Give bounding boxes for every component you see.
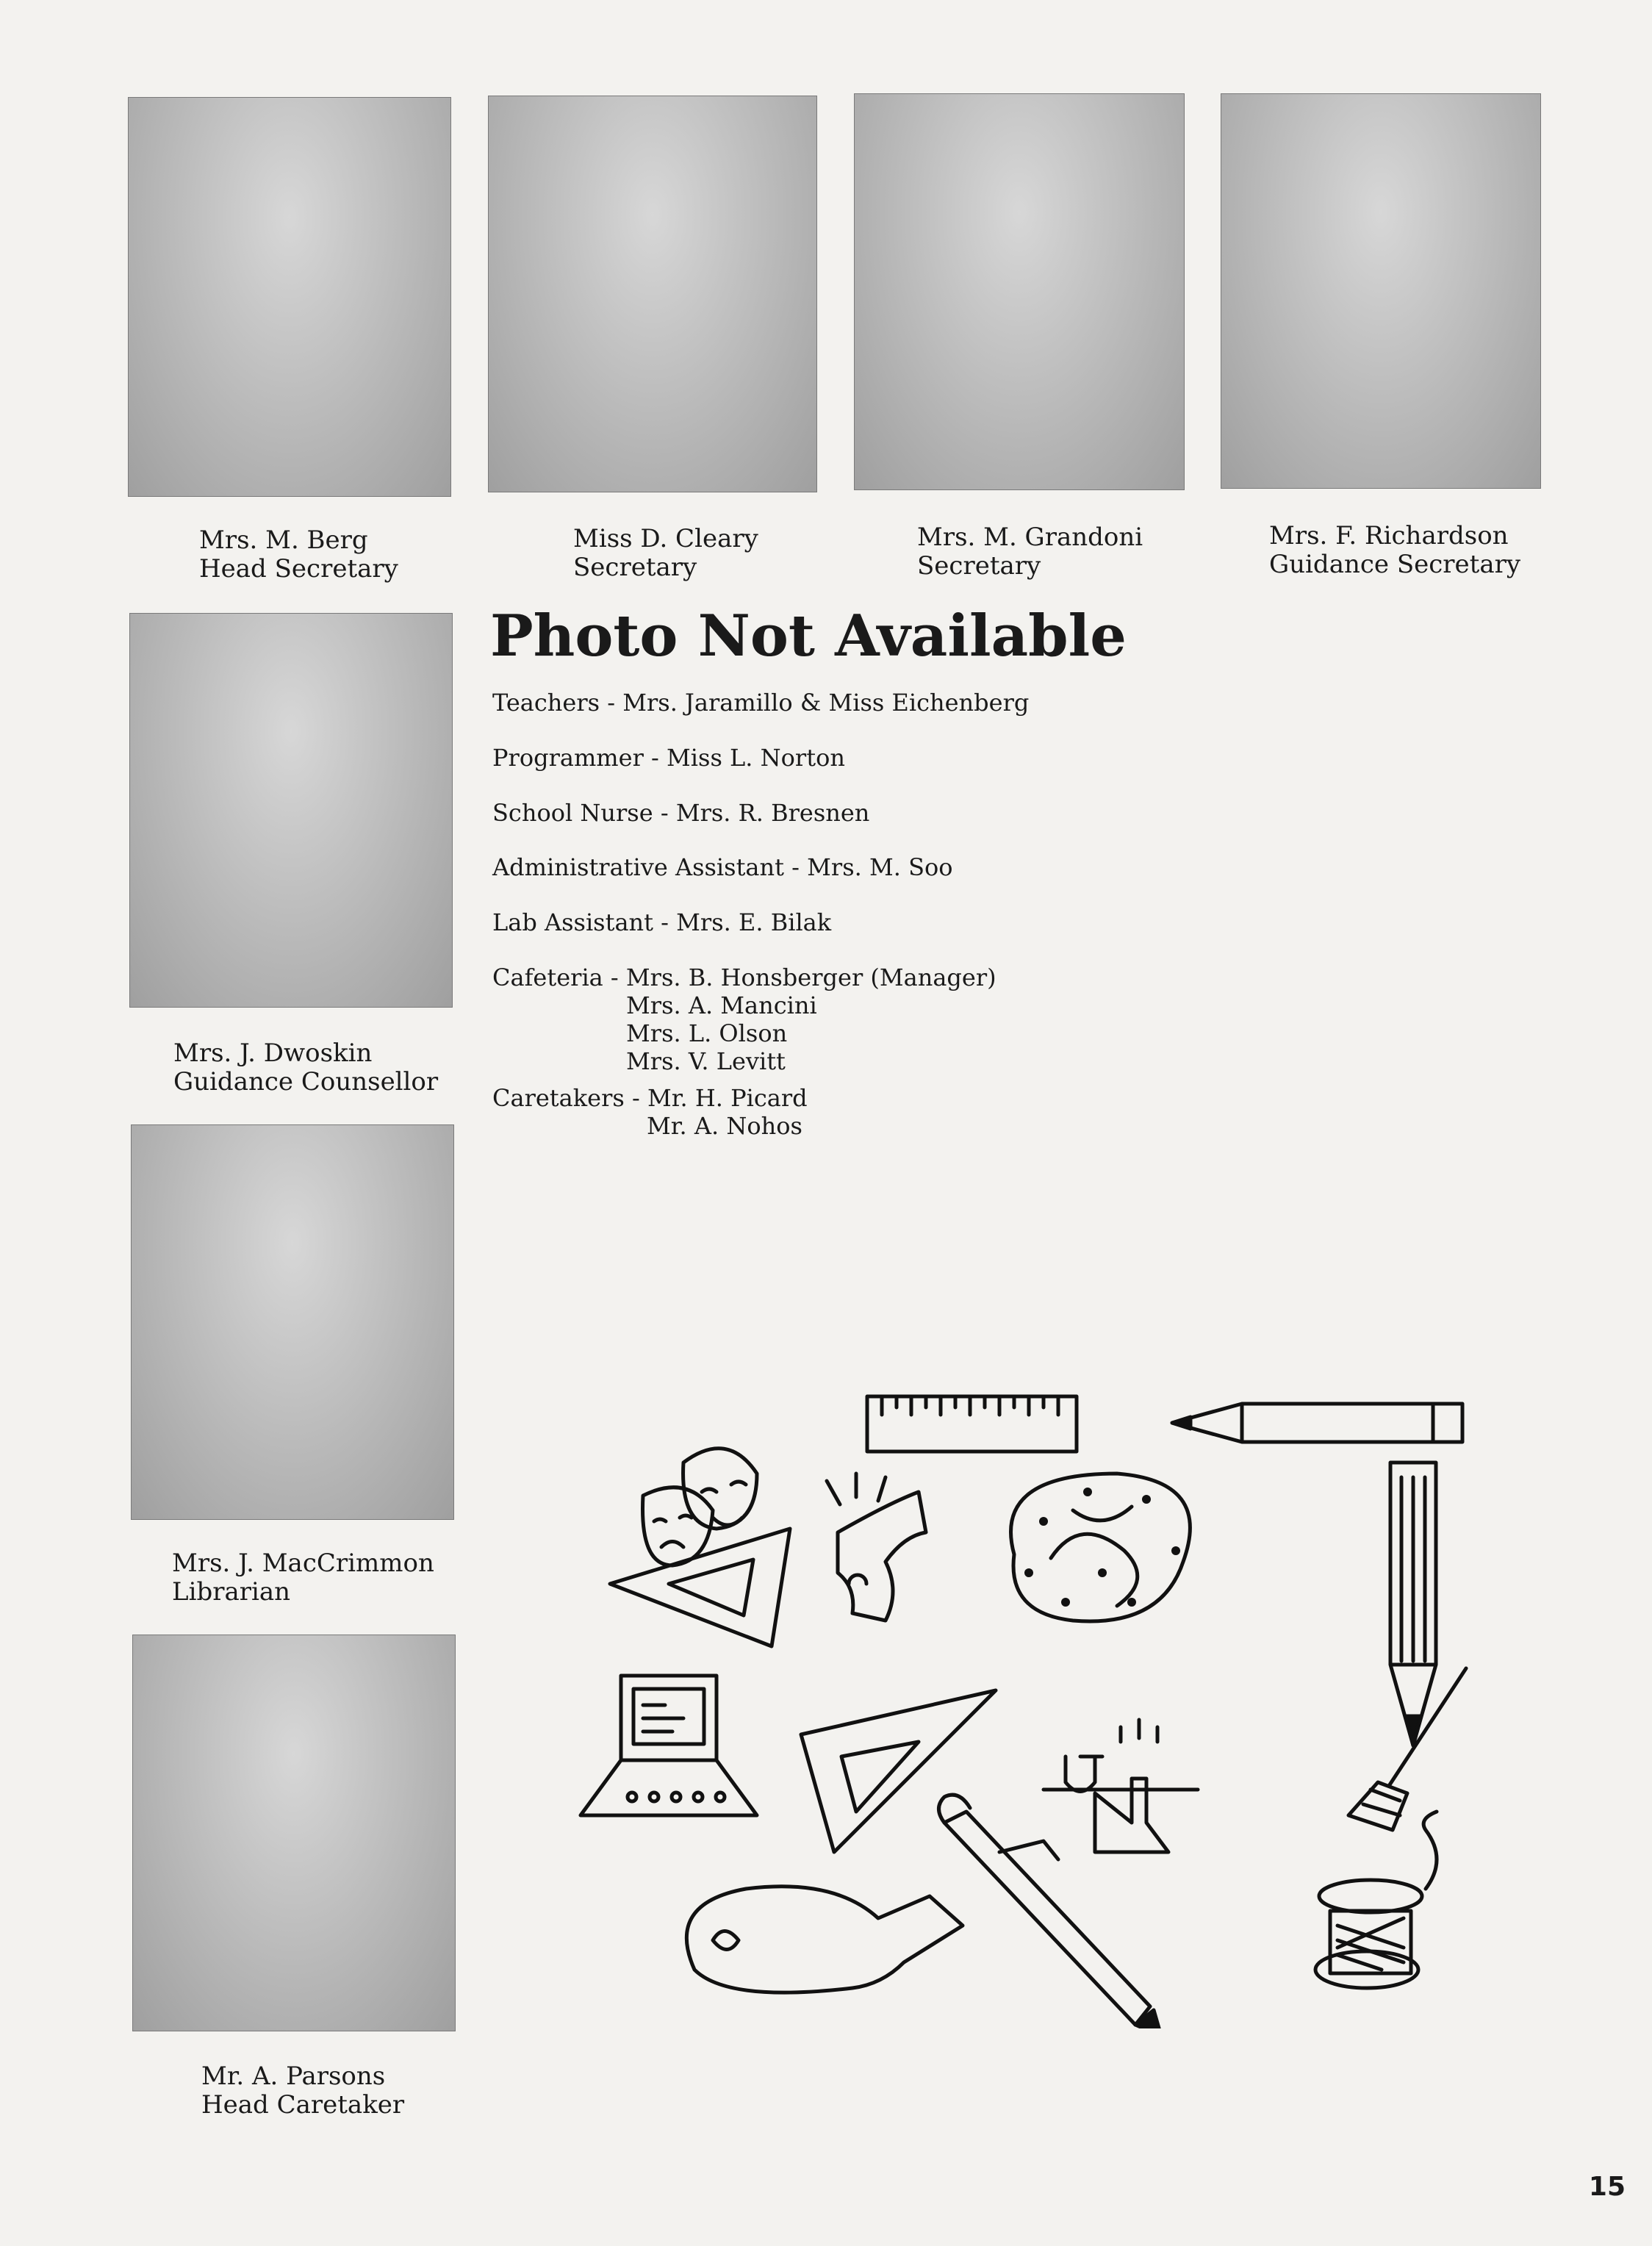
caption-parsons	[201, 2062, 404, 2120]
cafeteria-member: Mrs. L. Olson	[626, 1019, 788, 1047]
staff-title: Secretary	[573, 553, 697, 582]
set-square-icon	[801, 1690, 996, 1852]
staff-title: Librarian	[172, 1577, 291, 1607]
horn-icon	[827, 1474, 926, 1621]
photo-not-available-heading: Photo Not Available	[490, 603, 1127, 670]
staff-line-programmer: Programmer - Miss L. Norton	[492, 744, 845, 772]
school-doodles-illustration	[573, 1382, 1484, 2028]
portrait-berg	[128, 97, 451, 497]
pencil-icon	[1172, 1404, 1462, 1442]
staff-name: Mrs. M. Grandoni	[917, 523, 1143, 552]
ruler-icon	[867, 1396, 1077, 1452]
lab-flask-icon	[1044, 1720, 1198, 1852]
set-square-icon	[610, 1529, 790, 1646]
staff-title: Guidance Secretary	[1269, 550, 1521, 579]
staff-name: Mrs. F. Richardson	[1269, 521, 1509, 550]
staff-line-teachers: Teachers - Mrs. Jaramillo & Miss Eichenberg	[492, 689, 1030, 717]
portrait-dwoskin	[129, 613, 453, 1008]
staff-title: Secretary	[917, 551, 1041, 581]
caption-richardson	[1269, 522, 1520, 579]
cafeteria-member: Mrs. A. Mancini	[626, 991, 817, 1019]
page-number: 15	[1588, 2172, 1626, 2202]
staff-line-lab: Lab Assistant - Mrs. E. Bilak	[492, 908, 832, 936]
pen-icon	[939, 1795, 1162, 2028]
portrait-richardson	[1221, 93, 1541, 489]
pencil-icon	[1390, 1463, 1436, 1746]
portrait-parsons	[132, 1635, 456, 2031]
staff-name: Mrs. J. Dwoskin	[173, 1038, 373, 1068]
staff-name: Mrs. J. MacCrimmon	[172, 1549, 434, 1578]
staff-title: Guidance Counsellor	[173, 1067, 439, 1097]
caption-cleary	[573, 525, 758, 582]
whistle-icon	[686, 1887, 963, 1992]
portrait-maccrimmon	[131, 1124, 454, 1520]
drama-masks-icon	[643, 1449, 758, 1565]
caption-berg	[199, 526, 398, 584]
staff-title: Head Caretaker	[201, 2090, 405, 2120]
pretzel-icon	[1011, 1474, 1190, 1621]
staff-name: Mrs. M. Berg	[199, 525, 368, 555]
portrait-cleary	[488, 96, 817, 492]
thread-spool-icon	[1315, 1812, 1437, 1988]
computer-icon	[581, 1676, 757, 1815]
portrait-grandoni	[854, 93, 1185, 490]
caretaker-member: Mr. A. Nohos	[647, 1112, 802, 1140]
staff-title: Head Secretary	[199, 554, 398, 584]
fly-swatter-icon	[1348, 1668, 1466, 1830]
staff-name: Miss D. Cleary	[573, 524, 758, 553]
caption-grandoni	[917, 523, 1143, 581]
caretakers-label: Caretakers - Mr. H. Picard	[492, 1084, 808, 1112]
staff-line-nurse: School Nurse - Mrs. R. Bresnen	[492, 799, 870, 827]
staff-line-admin: Administrative Assistant - Mrs. M. Soo	[492, 853, 953, 881]
staff-name: Mr. A. Parsons	[201, 2062, 386, 2091]
cafeteria-member: Mrs. V. Levitt	[626, 1047, 786, 1075]
caption-maccrimmon	[172, 1549, 434, 1607]
cafeteria-label: Cafeteria - Mrs. B. Honsberger (Manager)	[492, 964, 996, 991]
caption-dwoskin	[173, 1039, 438, 1097]
